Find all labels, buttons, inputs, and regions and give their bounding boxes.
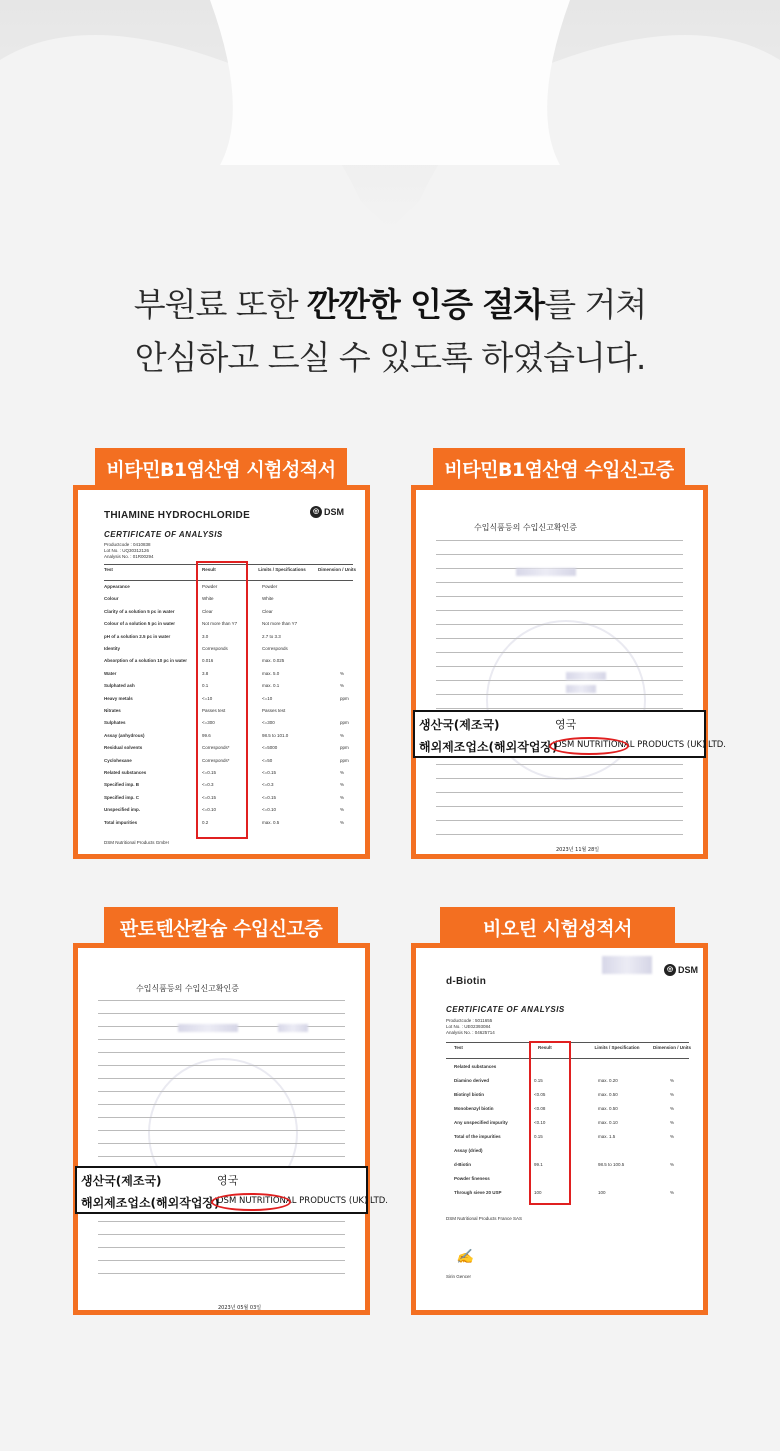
table-cell: 100 bbox=[598, 1190, 606, 1195]
card-label-pantothenate-import: 판토텐산칼슘 수입신고증 bbox=[104, 907, 338, 951]
meta-line: Analysis No. : 04625714 bbox=[446, 1030, 495, 1035]
table-cell: Absorption of a solution 10 pc in water bbox=[104, 658, 188, 664]
table-cell: pH of a solution 2.5 pc in water bbox=[104, 633, 171, 639]
doc-subtitle: CERTIFICATE OF ANALYSIS bbox=[104, 530, 223, 539]
table-cell: 99.6 bbox=[202, 732, 211, 738]
table-cell: max. 0.50 bbox=[598, 1092, 618, 1097]
table-cell: <=0.3 bbox=[262, 782, 274, 788]
table-cell: <=50 bbox=[262, 757, 273, 763]
table-cell: % bbox=[670, 1120, 675, 1125]
table-cell: Unspecified imp. bbox=[104, 807, 141, 813]
table-cell: Powder bbox=[262, 584, 278, 589]
doc-signer: Sirin Gencer bbox=[446, 1274, 472, 1279]
form-line bbox=[98, 1065, 345, 1066]
dsm-logo bbox=[310, 506, 344, 518]
form-line bbox=[98, 1273, 345, 1274]
table-cell: Passes test bbox=[202, 708, 226, 713]
table-cell: <=0.15 bbox=[202, 794, 217, 800]
form-line bbox=[436, 680, 683, 681]
logo-text: DSM bbox=[324, 507, 344, 517]
form-line bbox=[98, 1234, 345, 1235]
form-line bbox=[436, 820, 683, 821]
table-cell: <0.08 bbox=[534, 1106, 546, 1111]
form-line bbox=[98, 1117, 345, 1118]
table-cell: 0.1 bbox=[202, 683, 209, 689]
table-cell: max. 0.50 bbox=[598, 1106, 618, 1111]
dsm-logo-icon: ◎ bbox=[310, 506, 322, 518]
form-line bbox=[436, 540, 683, 541]
headline-line-2: 안심하고 드실 수 있도록 하였습니다. bbox=[134, 338, 646, 377]
form-line bbox=[436, 806, 683, 807]
document-biotin-coa bbox=[416, 948, 703, 1310]
table-cell: % bbox=[340, 794, 345, 800]
dsm-logo bbox=[664, 964, 698, 976]
result-highlight-box bbox=[196, 561, 248, 839]
maker-label: 해외제조업소(해외작업장) bbox=[419, 740, 558, 754]
maker-value: DSM NUTRITIONAL PRODUCTS (UK) LTD. bbox=[217, 1196, 389, 1206]
table-cell: 100 bbox=[534, 1190, 542, 1195]
col-limits: Limits / Specifications bbox=[258, 567, 306, 572]
table-cell: % bbox=[340, 683, 345, 689]
headline-text: 를 거쳐 bbox=[544, 285, 647, 324]
table-cell: Corresponds* bbox=[202, 757, 230, 763]
table-cell: Corresponds bbox=[262, 646, 288, 651]
table-cell: 2.7 to 3.3 bbox=[262, 633, 281, 639]
table-cell: % bbox=[340, 732, 345, 738]
card-label-biotin-coa: 비오틴 시험성적서 bbox=[440, 907, 675, 951]
table-cell: max. 0.10 bbox=[598, 1120, 618, 1125]
form-line bbox=[436, 554, 683, 555]
table-cell: Colour bbox=[104, 596, 119, 602]
table-cell: White bbox=[202, 596, 214, 602]
table-cell: % bbox=[340, 807, 345, 813]
form-line bbox=[98, 1104, 345, 1105]
form-line bbox=[436, 834, 683, 835]
meta-line: Lot No. : UE02393084 bbox=[446, 1024, 491, 1029]
table-cell: <=0.10 bbox=[262, 807, 277, 813]
redacted-field bbox=[278, 1024, 308, 1032]
form-line bbox=[98, 1143, 345, 1144]
table-cell: % bbox=[340, 782, 345, 788]
maker-highlight-ellipse bbox=[549, 737, 629, 755]
dsm-logo-icon: ◎ bbox=[664, 964, 676, 976]
form-line bbox=[436, 792, 683, 793]
headline bbox=[0, 278, 780, 384]
table-cell: 0.016 bbox=[202, 658, 214, 664]
table-cell: <=10 bbox=[262, 695, 273, 701]
table-cell: <0.05 bbox=[534, 1092, 546, 1097]
table-cell: % bbox=[670, 1190, 675, 1195]
table-cell: 0.2 bbox=[202, 819, 209, 825]
table-cell: ppm bbox=[340, 695, 349, 701]
table-cell: <=300 bbox=[202, 720, 215, 726]
card-biotin-coa[interactable] bbox=[411, 943, 708, 1315]
table-cell: 3.8 bbox=[202, 670, 209, 676]
table-cell: <=5000 bbox=[262, 745, 278, 751]
table-cell: Powder fineness bbox=[454, 1176, 490, 1181]
table-cell: % bbox=[670, 1162, 675, 1167]
form-line bbox=[436, 652, 683, 653]
maker-highlight-ellipse bbox=[211, 1193, 291, 1211]
form-line bbox=[436, 666, 683, 667]
form-line bbox=[436, 708, 683, 709]
table-cell: Appearance bbox=[104, 584, 130, 589]
form-line bbox=[98, 1130, 345, 1131]
table-cell: Clear bbox=[262, 608, 273, 614]
table-cell: <=10 bbox=[202, 695, 213, 701]
signature: ✍ bbox=[456, 1248, 474, 1264]
headline-line-1 bbox=[0, 278, 780, 331]
table-cell: Colour of a solution 5 pc in water bbox=[104, 621, 176, 627]
table-cell: ppm bbox=[340, 745, 349, 751]
col-test: Test bbox=[454, 1045, 463, 1050]
table-cell: d-Biotin bbox=[454, 1162, 471, 1167]
form-line bbox=[436, 778, 683, 779]
form-date: 2023년 11월 28일 bbox=[556, 847, 600, 853]
table-cell: 0.15 bbox=[534, 1078, 543, 1083]
document-thiamine-import bbox=[416, 490, 703, 854]
doc-title: THIAMINE HYDROCHLORIDE bbox=[104, 510, 251, 521]
form-line bbox=[98, 1260, 345, 1261]
col-limits: Limits / Specification bbox=[594, 1045, 640, 1050]
origin-highlight-bar bbox=[413, 710, 727, 758]
table-cell: ppm bbox=[340, 720, 349, 726]
table-cell: max. 0.5 bbox=[262, 819, 280, 825]
redacted-field bbox=[602, 956, 652, 974]
table-cell: Not more than Y7 bbox=[202, 621, 238, 627]
form-line bbox=[98, 1156, 345, 1157]
table-cell: <=0.15 bbox=[262, 794, 277, 800]
col-test: Test bbox=[104, 567, 113, 572]
form-title: 수입식품등의 수입신고확인증 bbox=[474, 523, 578, 532]
table-cell: 3.0 bbox=[202, 633, 209, 639]
table-cell: Residual solvents bbox=[104, 745, 143, 751]
maker-value: DSM NUTRITIONAL PRODUCTS (UK) LTD. bbox=[555, 740, 727, 750]
table-cell: 98.5 to 100.5 bbox=[598, 1162, 625, 1167]
card-thiamine-import[interactable] bbox=[411, 485, 708, 859]
table-cell: Related substances bbox=[104, 770, 147, 775]
table-cell: Clarity of a solution 5 pc in water bbox=[104, 608, 175, 614]
top-decor-shape bbox=[0, 0, 780, 240]
table-cell: Any unspecified impurity bbox=[454, 1120, 508, 1125]
table-cell: Powder bbox=[202, 584, 218, 589]
form-line bbox=[436, 638, 683, 639]
table-cell: Assay (anhydrous) bbox=[104, 732, 145, 738]
table-cell: Diamino derived bbox=[454, 1078, 490, 1083]
table-cell: ppm bbox=[340, 757, 349, 763]
doc-meta bbox=[104, 542, 154, 560]
doc-footer: DSM Nutritional Products France SAS bbox=[446, 1216, 523, 1221]
table-cell: Heavy metals bbox=[104, 695, 133, 701]
form-date: 2023년 05월 03일 bbox=[218, 1305, 262, 1310]
card-pantothenate-import[interactable] bbox=[73, 943, 370, 1315]
result-highlight-box bbox=[529, 1041, 571, 1205]
doc-subtitle: CERTIFICATE OF ANALYSIS bbox=[446, 1005, 565, 1014]
country-value: 영국 bbox=[555, 718, 577, 731]
form-line bbox=[98, 1000, 345, 1001]
document-thiamine-coa bbox=[78, 490, 365, 854]
form-line bbox=[436, 582, 683, 583]
table-cell: White bbox=[262, 596, 274, 602]
table-cell: <=300 bbox=[262, 720, 275, 726]
form-line bbox=[98, 1247, 345, 1248]
table-cell: max. 0.20 bbox=[598, 1078, 618, 1083]
redacted-field bbox=[566, 685, 596, 693]
form-line bbox=[98, 1052, 345, 1053]
form-line bbox=[98, 1078, 345, 1079]
form-line bbox=[436, 694, 683, 695]
country-label: 생산국(제조국) bbox=[81, 1174, 162, 1188]
table-cell: Corresponds* bbox=[202, 745, 230, 751]
form-line bbox=[436, 610, 683, 611]
doc-title: d-Biotin bbox=[446, 976, 487, 987]
table-cell: <=0.15 bbox=[262, 770, 277, 775]
maker-label: 해외제조업소(해외작업장) bbox=[81, 1196, 220, 1210]
meta-line: Productcode : 0410838 bbox=[104, 542, 151, 547]
form-line bbox=[98, 1221, 345, 1222]
table-cell: Through sieve 20 USP bbox=[454, 1190, 502, 1195]
table-cell: Total impurities bbox=[104, 819, 138, 825]
form-line bbox=[98, 1039, 345, 1040]
headline-emphasis: 깐깐한 인증 절차 bbox=[307, 285, 545, 324]
table-cell: % bbox=[670, 1078, 675, 1083]
table-cell: % bbox=[670, 1092, 675, 1097]
table-cell: Total of the impurities bbox=[454, 1134, 501, 1139]
table-cell: Passes test bbox=[262, 708, 286, 713]
meta-line: Productcode : 5011655 bbox=[446, 1018, 493, 1023]
card-label-thiamine-coa: 비타민B1염산염 시험성적서 bbox=[95, 448, 347, 492]
table-cell: Assay (dried) bbox=[454, 1148, 483, 1153]
table-cell: Identity bbox=[104, 646, 121, 651]
table-cell: % bbox=[340, 770, 345, 775]
table-cell: 99.1 bbox=[534, 1162, 543, 1167]
table-cell: max. 0.025 bbox=[262, 658, 285, 664]
table-cell: 0.15 bbox=[534, 1134, 543, 1139]
form-line bbox=[436, 596, 683, 597]
table-cell: % bbox=[340, 819, 345, 825]
form-grid bbox=[78, 948, 365, 1310]
country-value: 영국 bbox=[217, 1174, 239, 1187]
table-cell: Biotinyl biotin bbox=[454, 1092, 484, 1097]
col-result: Result bbox=[538, 1045, 552, 1050]
table-cell: <=0.10 bbox=[202, 807, 217, 813]
meta-line: Lot No. : UQ30312126 bbox=[104, 548, 150, 553]
table-cell: % bbox=[670, 1134, 675, 1139]
meta-line: Analysis No. : 01R00294 bbox=[104, 554, 154, 559]
col-units: Dimension / Units bbox=[652, 1045, 691, 1050]
table-cell: 98.5 to 101.0 bbox=[262, 732, 289, 738]
card-thiamine-coa[interactable] bbox=[73, 485, 370, 859]
table-cell: Related substances bbox=[454, 1064, 497, 1069]
redacted-field bbox=[566, 672, 606, 680]
table-cell: Clear bbox=[202, 608, 213, 614]
table-cell: Sulphates bbox=[104, 720, 126, 726]
table-cell: Nitrates bbox=[104, 708, 121, 713]
redacted-field bbox=[516, 568, 576, 576]
card-label-thiamine-import: 비타민B1염산염 수입신고증 bbox=[433, 448, 685, 492]
table-cell: Specified imp. C bbox=[104, 794, 140, 800]
table-cell: <=0.15 bbox=[202, 770, 217, 775]
table-cell: max. 1.5 bbox=[598, 1134, 616, 1139]
form-line bbox=[98, 1091, 345, 1092]
table-cell: % bbox=[670, 1106, 675, 1111]
table-cell: Not more than Y7 bbox=[262, 621, 298, 627]
form-line bbox=[436, 764, 683, 765]
origin-highlight-bar bbox=[75, 1166, 389, 1214]
table-cell: Cyclohexane bbox=[104, 757, 132, 763]
table-cell: max. 5.0 bbox=[262, 670, 280, 676]
doc-meta bbox=[446, 1018, 495, 1036]
doc-footer: DSM Nutritional Products GmbH bbox=[104, 840, 169, 845]
table-cell: Specified imp. B bbox=[104, 782, 140, 788]
table-cell: Water bbox=[104, 670, 117, 676]
redacted-field bbox=[178, 1024, 238, 1032]
table-cell: Monobenzyl biotin bbox=[454, 1106, 494, 1111]
result-table bbox=[450, 1064, 700, 1214]
col-units: Dimension / Units bbox=[317, 567, 356, 572]
form-grid bbox=[416, 490, 703, 854]
headline-text: 부원료 또한 bbox=[133, 285, 308, 324]
col-result: Result bbox=[202, 567, 216, 572]
table-cell: <=0.3 bbox=[202, 782, 214, 788]
country-label: 생산국(제조국) bbox=[419, 718, 500, 732]
form-title: 수입식품등의 수입신고확인증 bbox=[136, 984, 240, 993]
table-cell: % bbox=[340, 670, 345, 676]
form-line bbox=[98, 1013, 345, 1014]
table-cell: Corresponds bbox=[202, 646, 228, 651]
document-pantothenate-import bbox=[78, 948, 365, 1310]
logo-text: DSM bbox=[678, 965, 698, 975]
table-cell: <0.10 bbox=[534, 1120, 546, 1125]
table-cell: max. 0.1 bbox=[262, 683, 280, 689]
table-cell: Sulphated ash bbox=[104, 683, 135, 689]
form-line bbox=[436, 624, 683, 625]
